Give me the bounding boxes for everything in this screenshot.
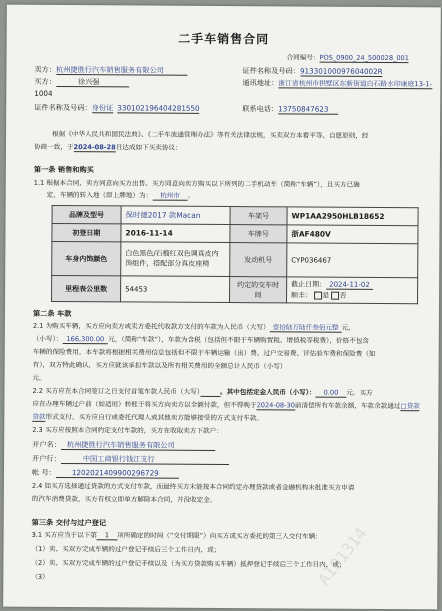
account-number-row [32, 469, 179, 477]
bank-name: 中国工商银行钱江支行 [61, 454, 229, 465]
brand-header: 品牌及型号 [52, 205, 121, 223]
clause-2-2-line-2 [32, 401, 419, 410]
option-no-label: 否 [339, 291, 347, 300]
clause-1-1-text: 定，车辆的转入地（即上牌地）为： [46, 190, 153, 200]
deposit-amount: 0.00 [316, 389, 347, 398]
seller-id-value: 91330100097604002R [299, 66, 383, 76]
mileage-value: 54453 [121, 276, 230, 303]
contract-number: POS_0900_24_500028_001 [319, 53, 409, 63]
clause-3-1-text-end: 项所确定的时间（“交付期限”）向买方或买方委托的第三人交付车辆： [117, 531, 322, 541]
clause-2-2-unit: 元。买方 [346, 388, 373, 397]
clause-1-1-end: 。 [187, 191, 195, 200]
clause-2-1-line-3: 车辆的保险费用。本车款将根据相关费用信息包括但不限于车辆运输（出）费、过户交易费、评估验车费和保险费（如 [32, 347, 376, 358]
first-reg-value: 2016-11-14 [121, 224, 230, 243]
watermark: AI01314 [313, 523, 371, 589]
clause-2-1-small-label: （小写）： [32, 334, 63, 344]
color-value: 白色黑色/石榴红双色调真皮内饰组件，搭配部分真皮座椅 [121, 242, 230, 277]
account-number: 1202021409900296729 [56, 468, 179, 479]
clause-1-1-line-2 [47, 192, 195, 199]
chapter-1-heading: 第一条 销售和购买 [33, 164, 94, 175]
buyer-id-type: 身份证 [91, 103, 114, 113]
shipping-label: 顺丰： [291, 290, 313, 300]
buyer-phone-row [242, 105, 338, 113]
buyer-address-row [242, 79, 432, 88]
buyer-id-row [34, 104, 199, 112]
table-row [52, 275, 418, 303]
mileage-header: 里程表公里数 [52, 275, 121, 301]
bank-row [32, 455, 229, 463]
plate-header: 车牌号 [230, 225, 287, 243]
preamble-text-end: 日达成如下买卖协议： [115, 143, 182, 152]
buyer-phone: 13750847623 [278, 104, 338, 114]
clause-2-1-line-4: 有），双方特此确认，买方应就该承担车款以及所有相关费用的全额总计人民币（小写） [32, 360, 287, 371]
delivery-option-1: （1）卖、买双方完成车辆的过户登记手续后三个工作日内，或； [31, 544, 221, 554]
registration-city: 杭州市 [152, 192, 188, 201]
seller-row [34, 66, 187, 74]
delivery-option-choice: 1 [97, 531, 117, 540]
engine-value: CYP036467 [287, 243, 418, 278]
buyer-address-label: 通讯地址： [242, 78, 279, 88]
clause-2-3: 2.3 买方应按照本合同约定支付车款的，买方在收取卖方下款户： [32, 425, 223, 436]
clause-2-1-unit: 元， [341, 323, 355, 332]
seller-label: 卖方： [34, 64, 57, 74]
clause-1-1-line-1: 1.1 根据本合同，卖方同意向买方出售、买方同意向卖方购买以下所列的二手机动车（简称“车辆”），且买方已确 [33, 178, 360, 189]
account-number-label: 帐 号： [31, 467, 56, 477]
clause-2-1-text: 2.1 为购买车辆，买方应向卖方或卖方委托代收款方支付的车款为人民币（大写） [32, 321, 270, 332]
vin-value: WP1AA2950HLB18652 [287, 207, 418, 226]
option-yes-label: 是 [322, 291, 330, 300]
buyer-row [34, 78, 129, 86]
account-name-label: 开户名： [32, 439, 61, 450]
preamble-line-1: 根据《中华人民共和国民法典》、《二手车流通管理办法》等有关法律法规，买卖双方本着平等、自愿原则，经 [52, 129, 369, 140]
chapter-2-heading: 第二条 车款 [32, 308, 72, 319]
clause-2-2-line-3 [32, 414, 263, 422]
clause-2-2-end: 形式支付。买方应自行或委托代理人或其他卖方能够接受的方式支付车款。 [45, 412, 264, 423]
clause-2-1-line-1 [33, 323, 355, 332]
table-row [52, 223, 418, 243]
clause-2-2-line-1 [32, 388, 372, 397]
contract-date: 2024-08-28 [73, 143, 116, 152]
clause-2-4-line-2: 的汽车消费贷款，买方有权立即单方解除本合同，并没收定金。 [31, 494, 217, 504]
buyer-address-continued: 1004 [34, 88, 53, 98]
chapter-3-heading: 第三条 交付与过户登记 [31, 517, 107, 528]
engine-header: 发动机号 [230, 243, 287, 277]
brand-value: 保时捷2017 款Macan [121, 206, 230, 225]
buyer-id-number: 330102196404281550 [117, 103, 200, 113]
first-reg-header: 初登日期 [52, 223, 121, 241]
clause-2-2-method-text: 前清偿所有车款余额，车款余款通过 [294, 401, 401, 411]
vehicle-info-table [51, 205, 419, 304]
seller-name: 杭州捷胜行汽车销售服务有限公司 [56, 65, 188, 76]
clause-2-1-line-5: 元。 [32, 373, 46, 382]
table-row [52, 241, 418, 277]
plate-value: 浙AF480V [287, 225, 418, 244]
clause-2-1-line-2 [33, 336, 369, 345]
contract-number-label: 合同编号： [286, 53, 320, 62]
delivery-date-label: 截止日期： [291, 280, 327, 289]
deposit-text: 。其中包括定金人民币（小写）： [219, 387, 316, 397]
clause-3-1-text: 3.1 买方应当于以下第 [31, 530, 97, 540]
buyer-id-label: 证件名称及号码： [34, 102, 92, 113]
clause-2-2-text: 2.2 买方应在本合同签订之日支付首笔车款人民币（大写） [32, 386, 201, 396]
delivery-cell [287, 277, 418, 304]
contract-number-row [287, 54, 409, 61]
preamble-line-2 [34, 144, 182, 151]
clause-2-2-balance-text: 应在办理车辆过户前（如适用）转账于将买方向卖方以全额付款，但不得晚于 [32, 399, 257, 410]
price-amount: 166,300.00 [62, 335, 108, 344]
buyer-label: 买方： [34, 76, 56, 86]
seller-id-row [242, 67, 382, 75]
price-in-words: 壹拾陆万陆仟叁佰元整 [270, 323, 342, 332]
bank-label: 开户行： [32, 453, 61, 464]
contract-page [3, 5, 441, 610]
delivery-date: 2024-11-02 [326, 281, 373, 290]
balance-due-date: 2024-08-30 [256, 401, 295, 410]
vin-header: 车架号 [230, 207, 287, 225]
color-header: 车身内饰颜色 [52, 241, 121, 275]
delivery-option-3: （3） [31, 572, 49, 581]
account-name: 杭州捷胜行汽车销售服务有限公司 [61, 440, 215, 451]
payment-method-repeat: 贷款 [32, 412, 46, 421]
preamble-text: 协商一致，于 [33, 142, 74, 152]
delivery-header: 约定的交车时间 [230, 277, 287, 303]
clause-2-1-tax-text: 元，（简称“车款”），车款为含税（包括但不限于车辆购置税、增值税等税费），价格不包含 [108, 335, 369, 345]
buyer-phone-label: 联系电话： [242, 104, 279, 114]
first-payment-blank [200, 388, 220, 397]
clause-2-4-line-1: 2.4 如买方选择通过贷款的方式支付车款，而最终买方未能按本合同约定办理贷款或者金融机构未批准买方申请 [31, 481, 355, 492]
account-name-row [32, 441, 215, 449]
buyer-name: 徐兴强 [56, 77, 130, 87]
buyer-address: 浙江省杭州市拱墅区东新街道白石路水印康庭13-1- [278, 79, 433, 89]
document-title: 二手车销售合同 [178, 31, 270, 47]
seller-id-label: 证件名称及号码： [242, 66, 300, 76]
table-row [52, 205, 418, 225]
clause-3-1 [32, 532, 322, 540]
delivery-option-2: （2）卖、买双方完成车辆的过户登记手续以及（为买方贷款购买车辆）抵押登记手续后三个工作日内，或； [31, 558, 346, 569]
payment-method: □贷款 [400, 402, 420, 411]
